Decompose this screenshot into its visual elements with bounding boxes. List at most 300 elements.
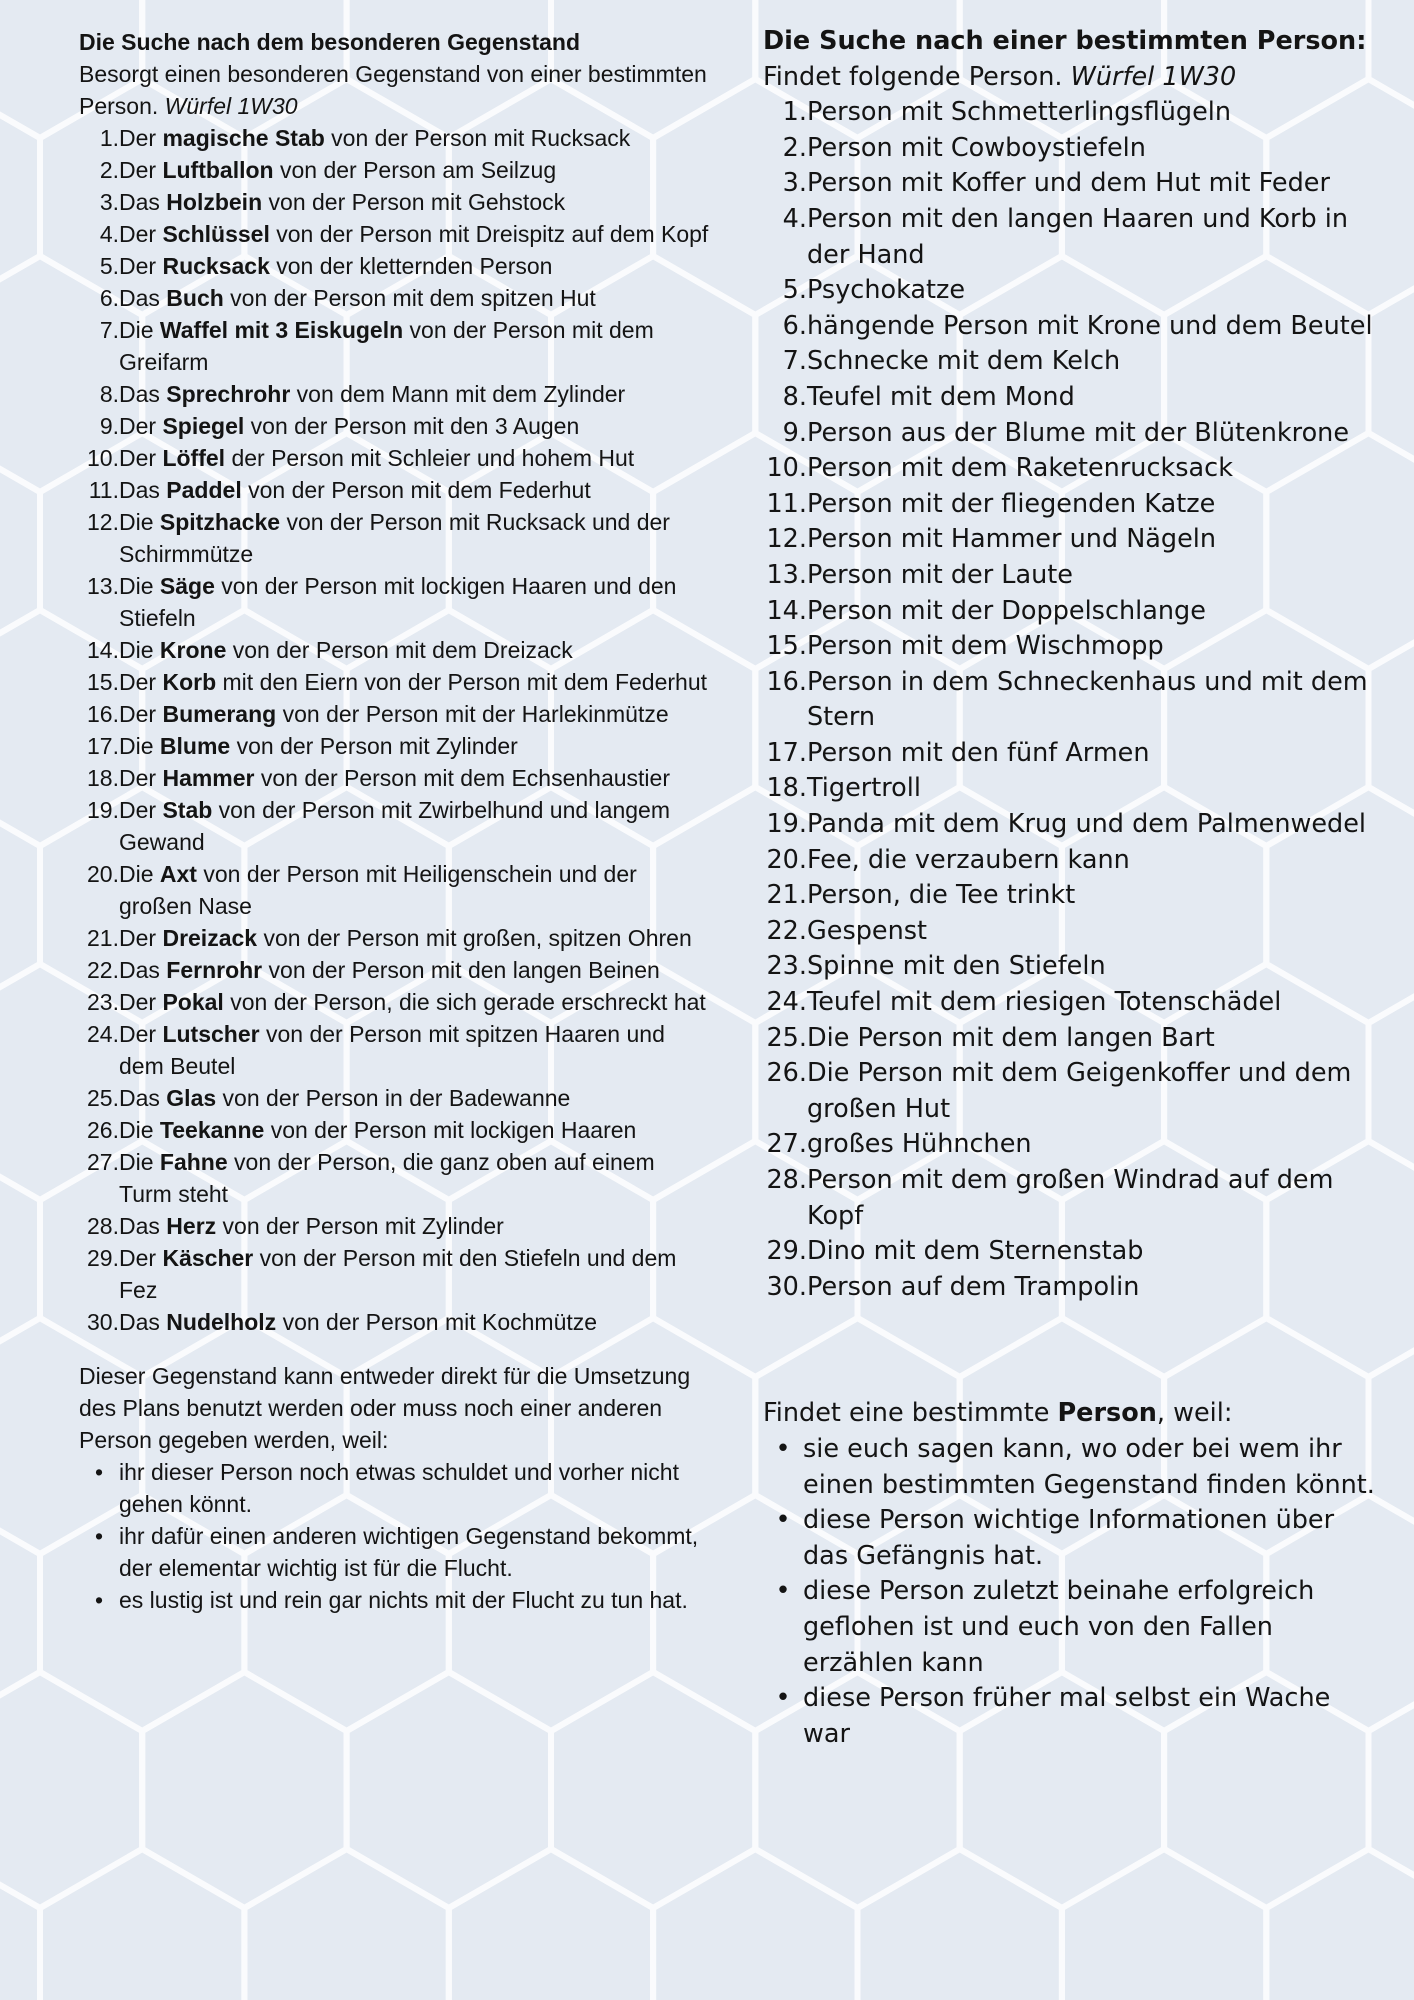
- person-number: 19.: [766, 809, 807, 840]
- item-number: 4.: [99, 221, 119, 247]
- person-search-dice: Würfel 1W30: [1070, 61, 1237, 92]
- list-item: [763, 914, 1383, 950]
- person-number: 22.: [766, 915, 807, 946]
- bullet-text: es lustig ist und rein gar nichts mit der Flucht zu tun hat.: [119, 1587, 688, 1613]
- item-article: Das: [119, 1085, 167, 1111]
- list-item: [763, 1021, 1383, 1057]
- item-number: 12.: [87, 509, 119, 535]
- item-number: 9.: [99, 413, 119, 439]
- person-why-bold: Person: [1057, 1398, 1157, 1429]
- item-number: 26.: [87, 1117, 119, 1143]
- person-text: Person auf dem Trampolin: [807, 1271, 1140, 1302]
- item-text: [119, 506, 709, 570]
- item-article: Das: [119, 381, 167, 407]
- item-number: 20.: [87, 861, 119, 887]
- item-owner: von der Person mit dem Echsenhaustier: [254, 765, 670, 791]
- person-number: 26.: [766, 1058, 807, 1089]
- item-text: [119, 986, 709, 1018]
- item-text: [119, 570, 709, 634]
- bullet-dot-icon: •: [775, 1505, 791, 1536]
- list-item: [79, 218, 709, 250]
- item-article: Der: [119, 157, 163, 183]
- person-text: Spinne mit den Stiefeln: [807, 951, 1106, 982]
- list-item: [763, 309, 1383, 345]
- person-text: Tigertroll: [807, 773, 921, 804]
- item-closing-text: Dieser Gegenstand kann entweder direkt für die Umsetzung des Plans benutzt werden oder muss noch einer anderen Person gegeben werden, weil:: [79, 1363, 691, 1453]
- person-number: 23.: [766, 951, 807, 982]
- list-item: [79, 986, 709, 1018]
- item-object: Krone: [159, 637, 227, 663]
- person-number: 18.: [766, 773, 807, 804]
- list-item: [763, 878, 1383, 914]
- person-text: Person mit dem Wischmopp: [807, 631, 1164, 662]
- item-object: Luftballon: [162, 157, 274, 183]
- list-item: [763, 843, 1383, 879]
- person-search-intro-text: Findet folgende Person.: [763, 61, 1063, 92]
- person-text: Panda mit dem Krug und dem Palmenwedel: [807, 809, 1367, 840]
- item-owner: von der Person mit lockigen Haaren und den Stiefeln: [119, 573, 677, 631]
- item-object: Hammer: [162, 765, 255, 791]
- item-text: [119, 378, 709, 410]
- item-number: 22.: [87, 957, 119, 983]
- item-object: Pokal: [162, 989, 224, 1015]
- item-owner: von der Person mit großen, spitzen Ohren: [257, 925, 692, 951]
- item-text: [119, 282, 709, 314]
- person-text: Person mit den fünf Armen: [807, 737, 1150, 768]
- item-number: 18.: [87, 765, 119, 791]
- list-item: [79, 1242, 709, 1306]
- bullet-text: diese Person zuletzt beinahe erfolgreich geflohen ist und euch von den Fallen erzählen kann: [803, 1576, 1315, 1678]
- person-text: Person mit der fliegenden Katze: [807, 488, 1216, 519]
- person-number: 3.: [782, 168, 807, 199]
- item-article: Der: [119, 669, 163, 695]
- list-item: [763, 451, 1383, 487]
- item-article: Der: [119, 445, 163, 471]
- person-text: Person mit Hammer und Nägeln: [807, 524, 1217, 555]
- item-object: Spitzhacke: [159, 509, 281, 535]
- item-article: Die: [119, 1149, 160, 1175]
- item-object: Fernrohr: [166, 957, 263, 983]
- item-text: [119, 634, 709, 666]
- item-article: Der: [119, 413, 163, 439]
- list-item: [763, 736, 1383, 772]
- bullet-dot-icon: •: [94, 1459, 104, 1485]
- person-number: 7.: [782, 346, 807, 377]
- person-text: Teufel mit dem riesigen Totenschädel: [807, 987, 1282, 1018]
- item-article: Der: [119, 797, 163, 823]
- item-owner: von der Person mit Rucksack und der Schirmmütze: [119, 509, 670, 567]
- list-item: [79, 442, 709, 474]
- list-item: [763, 273, 1383, 309]
- item-number: 27.: [87, 1149, 119, 1175]
- person-number: 1.: [782, 97, 807, 128]
- item-text: [119, 858, 709, 922]
- person-text: Schnecke mit dem Kelch: [807, 346, 1121, 377]
- person-text: Person, die Tee trinkt: [807, 880, 1076, 911]
- list-item: [79, 122, 709, 154]
- person-number: 10.: [766, 453, 807, 484]
- item-article: Der: [119, 989, 163, 1015]
- item-owner: von der Person mit dem spitzen Hut: [223, 285, 596, 311]
- list-item: [79, 1114, 709, 1146]
- person-text: Psychokatze: [807, 275, 966, 306]
- bullet-text: diese Person wichtige Informationen über das Gefängnis hat.: [803, 1505, 1335, 1571]
- list-item: [79, 762, 709, 794]
- item-object: Holzbein: [166, 189, 263, 215]
- list-item: [763, 416, 1383, 452]
- item-text: [119, 1018, 709, 1082]
- item-article: Das: [119, 957, 167, 983]
- person-why-heading: [763, 1396, 1383, 1432]
- item-number: 6.: [99, 285, 119, 311]
- item-article: Der: [119, 1021, 163, 1047]
- item-article: Die: [119, 573, 160, 599]
- person-text: Person mit der Doppelschlange: [807, 595, 1206, 626]
- person-text: Person aus der Blume mit der Blütenkrone: [807, 417, 1350, 448]
- person-why-pre: Findet eine bestimmte: [763, 1398, 1058, 1429]
- person-text: Gespenst: [807, 915, 928, 946]
- item-owner: von der Person mit den 3 Augen: [244, 413, 580, 439]
- person-number: 2.: [782, 132, 807, 163]
- list-item: [763, 985, 1383, 1021]
- person-number: 20.: [766, 844, 807, 875]
- item-object: Axt: [159, 861, 197, 887]
- person-search-intro: [763, 60, 1383, 96]
- item-number: 3.: [99, 189, 119, 215]
- item-article: Der: [119, 1245, 163, 1271]
- item-text: [119, 698, 709, 730]
- item-article: Die: [119, 637, 160, 663]
- item-owner: von der Person mit lockigen Haaren: [264, 1117, 637, 1143]
- item-number: 1.: [99, 125, 119, 151]
- list-item: [79, 666, 709, 698]
- item-owner: von der Person mit dem Dreizack: [226, 637, 573, 663]
- item-text: [119, 1210, 709, 1242]
- list-item: [763, 344, 1383, 380]
- list-item: [79, 506, 709, 570]
- item-text: [119, 954, 709, 986]
- item-number: 11.: [88, 477, 119, 503]
- item-object: Stab: [162, 797, 213, 823]
- list-item: [79, 858, 709, 922]
- person-text: Person in dem Schneckenhaus und mit dem Stern: [807, 666, 1368, 733]
- item-search-intro: [79, 58, 709, 122]
- list-item: [79, 1146, 709, 1210]
- list-item: [79, 698, 709, 730]
- list-item: [79, 410, 709, 442]
- item-article: Die: [119, 733, 160, 759]
- item-object: Nudelholz: [166, 1309, 277, 1335]
- item-search-intro-text: Besorgt einen besonderen Gegenstand von einer bestimmten Person.: [79, 61, 707, 119]
- list-item: [763, 558, 1383, 594]
- item-number: 2.: [99, 157, 119, 183]
- item-article: Der: [119, 221, 163, 247]
- list-item: [763, 95, 1383, 131]
- person-text: hängende Person mit Krone und dem Beutel: [807, 310, 1373, 341]
- list-item: [763, 1270, 1383, 1306]
- bullet-text: diese Person früher mal selbst ein Wache war: [803, 1683, 1331, 1749]
- item-number: 24.: [87, 1021, 119, 1047]
- bullet-item: [763, 1574, 1383, 1681]
- item-object: Paddel: [166, 477, 242, 503]
- item-owner: der Person mit Schleier und hohem Hut: [225, 445, 635, 471]
- item-article: Der: [119, 701, 163, 727]
- item-text: [119, 922, 709, 954]
- item-text: [119, 1242, 709, 1306]
- item-object: Waffel mit 3 Eiskugeln: [159, 317, 404, 343]
- item-owner: von der Person mit Zwirbelhund und langem Gewand: [119, 797, 670, 855]
- item-number: 10.: [87, 445, 119, 471]
- bullet-item: [763, 1432, 1383, 1503]
- item-owner: von der Person mit Rucksack: [324, 125, 631, 151]
- item-article: Der: [119, 253, 163, 279]
- item-article: Der: [119, 125, 163, 151]
- person-number: 17.: [766, 737, 807, 768]
- list-item: [763, 1056, 1383, 1127]
- item-owner: von der Person mit Zylinder: [216, 1213, 504, 1239]
- item-owner: von dem Mann mit dem Zylinder: [290, 381, 626, 407]
- item-text: [119, 794, 709, 858]
- item-article: Das: [119, 285, 167, 311]
- item-text: [119, 154, 709, 186]
- person-text: Person mit den langen Haaren und Korb in der Hand: [807, 203, 1348, 270]
- list-item: [79, 378, 709, 410]
- list-item: [763, 1163, 1383, 1234]
- item-reasons-list: [79, 1456, 709, 1616]
- item-owner: von der Person mit Heiligenschein und der großen Nase: [119, 861, 637, 919]
- person-number: 29.: [766, 1236, 807, 1267]
- item-number: 23.: [87, 989, 119, 1015]
- person-number: 16.: [766, 666, 807, 697]
- list-item: [79, 634, 709, 666]
- item-text: [119, 762, 709, 794]
- list-item: [763, 166, 1383, 202]
- item-owner: von der Person mit Gehstock: [262, 189, 566, 215]
- item-search-title: Die Suche nach dem besonderen Gegenstand: [79, 29, 581, 55]
- person-text: Person mit der Laute: [807, 559, 1073, 590]
- bullet-item: [79, 1584, 709, 1616]
- list-item: [79, 730, 709, 762]
- person-text: großes Hühnchen: [807, 1129, 1032, 1160]
- item-text: [119, 474, 709, 506]
- person-number: 21.: [766, 880, 807, 911]
- item-object: Schlüssel: [162, 221, 270, 247]
- bullet-dot-icon: •: [94, 1523, 104, 1549]
- item-object: Säge: [159, 573, 215, 599]
- list-item: [763, 949, 1383, 985]
- item-owner: von der Person mit den Stiefeln und dem Fez: [119, 1245, 677, 1303]
- person-number: 13.: [766, 559, 807, 590]
- bullet-item: [763, 1503, 1383, 1574]
- item-article: Der: [119, 765, 163, 791]
- item-owner: von der Person, die sich gerade erschreckt hat: [223, 989, 706, 1015]
- list-item: [79, 1306, 709, 1338]
- person-number: 11.: [766, 488, 807, 519]
- item-article: Das: [119, 477, 167, 503]
- person-text: Person mit dem großen Windrad auf dem Kopf: [807, 1165, 1334, 1231]
- item-text: [119, 1082, 709, 1114]
- item-owner: von der Person mit Kochmütze: [276, 1309, 598, 1335]
- person-reasons-list: [763, 1432, 1383, 1752]
- item-owner: von der Person mit den langen Beinen: [262, 957, 660, 983]
- list-item: [763, 807, 1383, 843]
- person-number: 8.: [782, 381, 807, 412]
- item-number: 14.: [87, 637, 119, 663]
- item-object: Sprechrohr: [166, 381, 291, 407]
- item-number: 29.: [87, 1245, 119, 1271]
- bullet-dot-icon: •: [94, 1587, 104, 1613]
- item-number: 19.: [87, 797, 119, 823]
- item-owner: von der Person mit Dreispitz auf dem Kopf: [269, 221, 709, 247]
- left-column-item-search: [79, 26, 709, 1616]
- item-number: 25.: [87, 1085, 119, 1111]
- list-item: [79, 1082, 709, 1114]
- person-number: 24.: [766, 987, 807, 1018]
- item-text: [119, 186, 709, 218]
- item-text: [119, 1114, 709, 1146]
- item-object: Buch: [166, 285, 224, 311]
- list-item: [763, 665, 1383, 736]
- list-item: [79, 250, 709, 282]
- list-item: [763, 202, 1383, 273]
- item-number: 17.: [87, 733, 119, 759]
- person-list: [763, 95, 1383, 1305]
- person-number: 28.: [766, 1165, 807, 1195]
- item-number: 13.: [87, 573, 119, 599]
- item-text: [119, 314, 709, 378]
- list-item: [763, 594, 1383, 630]
- item-number: 30.: [87, 1309, 119, 1335]
- bullet-dot-icon: •: [775, 1576, 791, 1607]
- person-text: Die Person mit dem Geigenkoffer und dem großen Hut: [807, 1058, 1352, 1124]
- bullet-text: ihr dafür einen anderen wichtigen Gegenstand bekommt, der elementar wichtig ist für die Flucht.: [119, 1523, 699, 1581]
- person-number: 4.: [782, 203, 807, 234]
- item-object: Blume: [159, 733, 231, 759]
- item-object: magische Stab: [162, 125, 325, 151]
- person-text: Die Person mit dem langen Bart: [807, 1022, 1215, 1053]
- item-article: Die: [119, 861, 160, 887]
- person-text: Person mit Cowboystiefeln: [807, 132, 1146, 163]
- person-number: 30.: [766, 1271, 807, 1302]
- bullet-text: ihr dieser Person noch etwas schuldet und vorher nicht gehen könnt.: [119, 1459, 679, 1517]
- person-why-post: , weil:: [1156, 1398, 1233, 1429]
- list-item: [763, 380, 1383, 416]
- item-owner: mit den Eiern von der Person mit dem Federhut: [216, 669, 708, 695]
- item-text: [119, 218, 709, 250]
- list-item: [79, 954, 709, 986]
- item-object: Teekanne: [159, 1117, 265, 1143]
- person-number: 6.: [782, 310, 807, 341]
- list-item: [79, 154, 709, 186]
- item-owner: von der Person mit Zylinder: [230, 733, 518, 759]
- bullet-item: [763, 1681, 1383, 1752]
- item-text: [119, 666, 709, 698]
- list-item: [763, 1127, 1383, 1163]
- item-text: [119, 250, 709, 282]
- item-article: Das: [119, 1213, 167, 1239]
- item-search-dice: Würfel 1W30: [164, 93, 298, 119]
- item-article: Die: [119, 317, 160, 343]
- person-text: Dino mit dem Sternenstab: [807, 1236, 1144, 1267]
- person-text: Teufel mit dem Mond: [807, 381, 1075, 412]
- item-number: 21.: [87, 925, 119, 951]
- list-item: [79, 1018, 709, 1082]
- list-item: [79, 794, 709, 858]
- item-object: Herz: [166, 1213, 217, 1239]
- list-item: [79, 474, 709, 506]
- item-owner: von der Person mit dem Greifarm: [119, 317, 654, 375]
- item-owner: von der Person mit dem Federhut: [241, 477, 591, 503]
- person-number: 12.: [766, 524, 807, 555]
- bullet-item: [79, 1520, 709, 1584]
- item-object: Fahne: [159, 1149, 228, 1175]
- item-owner: von der kletternden Person: [269, 253, 553, 279]
- person-number: 5.: [782, 275, 807, 306]
- person-text: Person mit Schmetterlingsflügeln: [807, 97, 1232, 128]
- item-object: Spiegel: [162, 413, 245, 439]
- item-article: Die: [119, 1117, 160, 1143]
- item-object: Glas: [166, 1085, 217, 1111]
- list-item: [763, 487, 1383, 523]
- item-object: Löffel: [162, 445, 226, 471]
- item-owner: von der Person mit der Harlekinmütze: [276, 701, 669, 727]
- item-text: [119, 122, 709, 154]
- list-item: [763, 1234, 1383, 1270]
- bullet-text: sie euch sagen kann, wo oder bei wem ihr einen bestimmten Gegenstand finden könnt.: [803, 1433, 1375, 1500]
- item-number: 28.: [87, 1213, 119, 1239]
- item-text: [119, 1146, 709, 1210]
- person-text: Fee, die verzaubern kann: [807, 844, 1130, 875]
- person-search-title: Die Suche nach einer bestimmten Person:: [763, 26, 1367, 56]
- item-object: Dreizack: [162, 925, 258, 951]
- item-article: Der: [119, 925, 163, 951]
- item-number: 15.: [87, 669, 119, 695]
- list-item: [763, 629, 1383, 665]
- bullet-dot-icon: •: [775, 1683, 791, 1714]
- list-item: [79, 1210, 709, 1242]
- item-object: Lutscher: [162, 1021, 260, 1047]
- item-owner: von der Person, die ganz oben auf einem Turm steht: [119, 1149, 655, 1207]
- item-object: Bumerang: [162, 701, 277, 727]
- list-item: [79, 186, 709, 218]
- right-column-person-search: [763, 24, 1383, 1752]
- list-item: [79, 570, 709, 634]
- person-number: 14.: [766, 595, 807, 626]
- person-number: 9.: [782, 417, 807, 448]
- list-item: [763, 522, 1383, 558]
- person-text: Person mit dem Raketenrucksack: [807, 453, 1233, 484]
- list-item: [79, 282, 709, 314]
- item-article: Das: [119, 189, 167, 215]
- list-item: [79, 922, 709, 954]
- bullet-dot-icon: •: [775, 1433, 791, 1464]
- item-object: Korb: [162, 669, 217, 695]
- item-object: Käscher: [162, 1245, 254, 1271]
- item-number: 7.: [99, 317, 119, 343]
- bullet-item: [79, 1456, 709, 1520]
- item-number: 8.: [99, 381, 119, 407]
- person-number: 27.: [766, 1129, 807, 1160]
- list-item: [79, 314, 709, 378]
- item-article: Die: [119, 509, 160, 535]
- item-object: Rucksack: [162, 253, 270, 279]
- item-owner: von der Person mit spitzen Haaren und dem Beutel: [119, 1021, 665, 1079]
- item-owner: von der Person am Seilzug: [273, 157, 557, 183]
- item-number: 5.: [99, 253, 119, 279]
- list-item: [763, 131, 1383, 167]
- item-text: [119, 1306, 709, 1338]
- item-number: 16.: [87, 701, 119, 727]
